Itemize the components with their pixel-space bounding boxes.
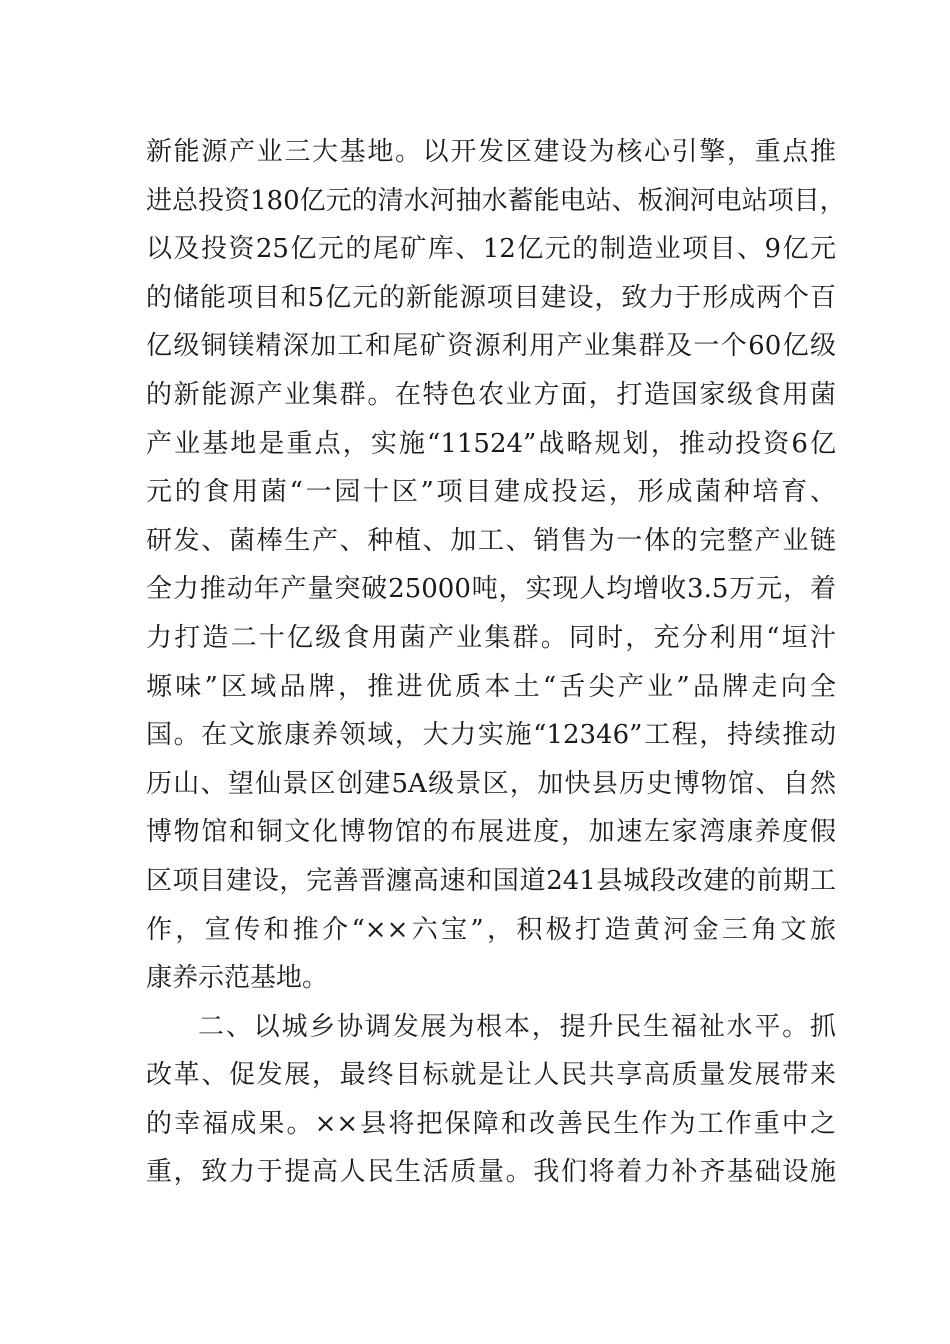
paragraph-heading-line: 二、以城乡协调发展为根本，提升民生福祉水平。抓 [198, 1011, 836, 1042]
paragraph-line: 亿级铜镁精深加工和尾矿资源利用产业集群及一个60亿级 [146, 331, 836, 362]
paragraph-line: 的新能源产业集群。在特色农业方面，打造国家级食用菌 [146, 379, 836, 410]
paragraph-line: 研发、菌棒生产、种植、加工、销售为一体的完整产业链 [146, 525, 836, 556]
paragraph-line: 重，致力于提高人民生活质量。我们将着力补齐基础设施 [146, 1157, 836, 1188]
paragraph-line: 力打造二十亿级食用菌产业集群。同时，充分利用“垣汁 [146, 622, 836, 653]
paragraph-line: 全力推动年产量突破25000吨，实现人均增收3.5万元，着 [146, 574, 836, 605]
paragraph-line: 历山、望仙景区创建5A级景区，加快县历史博物馆、自然 [146, 768, 836, 799]
paragraph-line: 塬味”区域品牌，推进优质本土“舌尖产业”品牌走向全 [146, 671, 836, 702]
paragraph-line: 康养示范基地。 [146, 963, 329, 994]
paragraph-line: 国。在文旅康养领域，大力实施“12346”工程，持续推动 [146, 720, 836, 751]
paragraph-line: 改革、促发展，最终目标就是让人民共享高质量发展带来 [146, 1060, 836, 1091]
paragraph-line: 进总投资180亿元的清水河抽水蓄能电站、板涧河电站项目， [146, 185, 846, 216]
paragraph-line: 区项目建设，完善晋瀍高速和国道241县城段改建的前期工 [146, 865, 836, 896]
paragraph-line: 的幸福成果。××县将把保障和改善民生作为工作重中之 [146, 1108, 836, 1139]
paragraph-line: 以及投资25亿元的尾矿库、12亿元的制造业项目、9亿元 [146, 234, 836, 265]
paragraph-line: 产业基地是重点，实施“11524”战略规划，推动投资6亿 [146, 428, 836, 459]
paragraph-line: 的储能项目和5亿元的新能源项目建设，致力于形成两个百 [146, 282, 836, 313]
paragraph-line: 新能源产业三大基地。以开发区建设为核心引擎，重点推 [146, 137, 836, 167]
paragraph-line: 作，宣传和推介“××六宝”，积极打造黄河金三角文旅 [146, 914, 836, 945]
document-body [146, 128, 846, 1197]
paragraph-line: 元的食用菌“一园十区”项目建成投运，形成菌种培育、 [146, 477, 836, 508]
paragraph-line: 博物馆和铜文化博物馆的布展进度，加速左家湾康养度假 [146, 817, 836, 848]
